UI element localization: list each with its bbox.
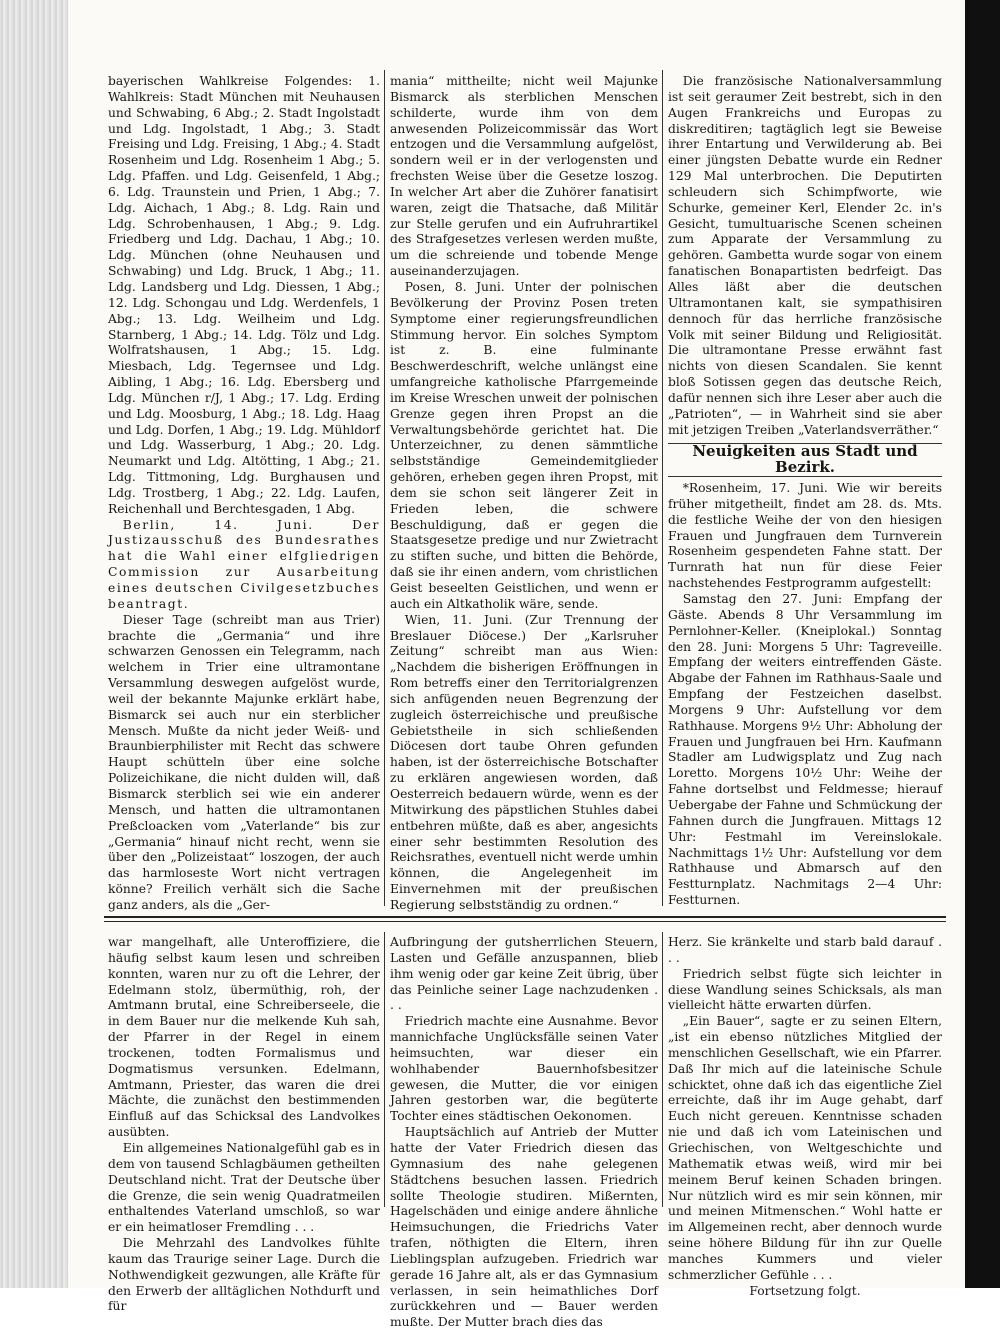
posen-report: Posen, 8. Juni. Unter der polnischen Bevölkerung der Provinz Posen treten Symptome einer regierungsfreundlichen Stimmung hervor. Ein solches Symptom ist z. B. eine fulminante Beschwerdeschrift, welche unlängst eine umfangreiche katholische Pfarrgemeinde im Kreise Wreschen unweit der polnischen Grenze gegen ihren Propst an die Verwaltungsbehörde gerichtet hat. Die Unterzeichner, zu denen sämmtliche selbstständige Gemeindemitglieder gehören, erheben gegen ihren Propst, mit dem sie schon seit längerer Zeit in Frieden leben, die schwere Beschuldigung, daß er gegen die Staatsgesetze predige und nur Zwietracht zu stiften suche, und bitten die Behörde, daß sie ihr einen andern, vom christlichen Geist beseelten Geistlichen, und wenn er auch ein Altkatholik wäre, sende. [390, 279, 658, 611]
top-column-1 [108, 74, 380, 912]
feuilleton-separator [104, 921, 946, 922]
feuilleton-paragraph: war mangelhaft, alle Unteroffiziere, die häufig selbst kaum lesen und schreiben konnten, waren nur zu oft die Lehrer, der Edelmann stolz, übermüthig, roh, der Amtmann brutal, eine Schreiberseele, die in dem Bauer nur die melkende Kuh sah, der Pfarrer in der Regel in einem trockenen, todten Formalismus und Dogmatismus versunken. Edelmann, Amtmann, Priester, das waren die drei Mächte, die zunächst den bestimmenden Einfluß auf das Schicksal des Landvolkes ausübten. [108, 935, 380, 1140]
feuilleton-paragraph: Die Mehrzahl des Landvolkes fühlte kaum das Traurige seiner Lage. Durch die Nothwendigkeit gezwungen, alle Kräfte für den Erwerb der alltäglichen Nothdurft und für [108, 1236, 380, 1314]
feuilleton-column-2 [390, 935, 658, 1330]
nationalversammlung-report: Die französische Nationalversammlung ist seit geraumer Zeit bestrebt, sich in den Augen Frankreichs und Europas zu diskreditiren; tagtäglich legt sie Beweise ihrer Entartung und Verwilderung ab. Bei einer jüngsten Debatte wurde ein Redner 129 Mal unterbrochen. Die Deputirten schleudern sich Schimpfworte, wie Schurke, gemeiner Kerl, Elender 2c. in's Gesicht, tumultuarische Scenen scheinen zum Apparate der Versammlung zu gehören. Gambetta wurde sogar von einem fanatischen Bonapartisten bedrfeigt. Das Alles läßt aber die deutschen Ultramontanen kalt, sie sympathisiren dennoch für das herrliche französische Volk mit seiner Bildung und Religiosität. Die ultramontane Presse erwähnt fast nichts von diesen Scandalen. Sie kennt bloß Sotissen gegen das deutsche Reich, dafür nennen sich ihre Leser aber auch die „Patrioten“, — in Wahrheit sind sie aber mit jetzigen Treiben „Vaterlandsverräther.“ [668, 74, 942, 437]
top-column-3 [668, 74, 942, 908]
top-column-2 [390, 74, 658, 912]
feuilleton-paragraph: Aufbringung der gutsherrlichen Steuern, Lasten und Gefälle anzuspannen, blieb ihm wenig oder gar keine Zeit übrig, über das Peinliche seiner Lage nachzudenken . . . [390, 935, 658, 1013]
trier-report: Dieser Tage (schreibt man aus Trier) brachte die „Germania“ und ihre schwarzen Genossen ein Telegramm, nach welchem in Trier eine ultramontane Versammlung deswegen aufgelöst wurde, weil der bekannte Majunke erklärt habe, Bismarck sei auch nur ein sterblicher Mensch. Mußte da nicht jeder Weiß- und Braunbierphilister mit Recht das schwere Haupt schütteln über eine solche Polizeichikane, die nicht dulden will, daß Bismarck sterblich sei wie ein anderer Mensch, und hatten die ultramontanen Preßcloacken vom „Vaterlande“ bis zur „Germania“ hinauf nicht recht, wenn sie über den „Polizeistaat“ loszogen, der auch das harmloseste Wort nicht vertragen könne? Freilich verhält sich die Sache ganz anders, als die „Ger- [108, 612, 380, 912]
feuilleton-column-1 [108, 935, 380, 1314]
continuation-note: Fortsetzung folgt. [749, 1283, 861, 1298]
scan-edge [965, 0, 1000, 1288]
feuilleton-separator [104, 916, 946, 918]
section-rule [668, 476, 942, 477]
feuilleton-paragraph: Herz. Sie kränkelte und starb bald darauf . . . [668, 935, 942, 965]
rosenheim-report: *Rosenheim, 17. Juni. Wie wir bereits früher mitgetheilt, findet am 28. ds. Mts. die festliche Weihe der von den hiesigen Frauen und Jungfrauen dem Turnverein Rosenheim gespendeten Fahne statt. Der Turnrath hat nun für diese Feier nachstehendes Festprogramm aufgestellt: [668, 481, 942, 591]
feuilleton-paragraph: Ein allgemeines Nationalgefühl gab es in dem von tausend Schlagbäumen getheilten Deutschland nicht. Trat der Deutsche über die Grenze, die sein wenig Quadratmeilen enthaltendes Vaterland umschloß, so war er ein heimatloser Fremdling . . . [108, 1140, 380, 1235]
festprogramm: Samstag den 27. Juni: Empfang der Gäste. Abends 8 Uhr Versammlung im Pernlohner-Keller. (Kneiplokal.) Sonntag den 28. Juni: Morgens 5 Uhr: Tagreveille. Empfang der weiters eintreffenden Gäste. Abgabe der Fahnen im Rathhaus-Saale und Empfang der Festzeichen daselbst. Morgens 9 Uhr: Aufstellung vor dem Rathhause. Morgens 9½ Uhr: Abholung der Frauen und Jungfrauen bei Hrn. Kaufmann Stadler am Ludwigsplatz und Zug nach Loretto. Morgens 10½ Uhr: Weihe der Fahne dortselbst und Feldmesse; hierauf Uebergabe der Fahne und Schmückung der Fahnen durch die Jungfrauen. Mittags 12 Uhr: Festmahl im Vereinslokale. Nachmittags 1½ Uhr: Aufstellung vor dem Rathhause und Abmarsch auf den Festturnplatz. Nachmitags 2—4 Uhr: Festturnen. [668, 592, 942, 908]
berlin-report: Berlin, 14. Juni. Der Justizausschuß des Bundesrathes hat die Wahl einer elfgliedrigen Commission zur Ausarbeitung eines deutschen Civilgesetzbuches beantragt. [108, 517, 380, 611]
feuilleton-paragraph: Hauptsächlich auf Antrieb der Mutter hatte der Vater Friedrich diesen das Gymnasium des nahe gelegenen Städtchens besuchen lassen. Friedrich sollte Theologie studiren. Mißernten, Hagelschäden und einige andere ähnliche Heimsuchungen, die Friedrichs Vater trafen, nöthigten die Eltern, ihren Lieblingsplan aufzugeben. Friedrich war gerade 16 Jahre alt, als er das Gymnasium verlassen, in sein heimathliches Dorf zurückkehren und — Bauer werden mußte. Der Mutter brach dies das [390, 1125, 658, 1330]
feuilleton-paragraph: Friedrich machte eine Ausnahme. Bevor mannichfache Unglücksfälle seinen Vater heimsuchten, war dieser ein wohlhabender Bauernhofsbesitzer gewesen, die Mutter, die vor einigen Jahren gestorben war, die begüterte Tochter eines städtischen Oekonomen. [390, 1014, 658, 1124]
column-divider [384, 70, 385, 906]
wahlkreise-paragraph: bayerischen Wahlkreise Folgendes: 1. Wahlkreis: Stadt München mit Neuhausen und Schwabing, 6 Abg.; 2. Stadt Ingolstadt und Ldg. Ingolstadt, 1 Abg.; 3. Stadt Freising und Ldg. Freising, 1 Abg.; 4. Stadt Rosenheim und Ldg. Rosenheim 1 Abg.; 5. Ldg. Pfaffen. und Ldg. Geisenfeld, 1 Abg.; 6. Ldg. Traunstein und Prien, 1 Abg.; 7. Ldg. Aichach, 1 Abg.; 8. Ldg. Rain und Ldg. Schrobenhausen, 1 Abg.; 9. Ldg. Friedberg und Ldg. Dachau, 1 Abg.; 10. Ldg. München (ohne Neuhausen und Schwabing) und Ldg. Bruck, 1 Abg.; 11. Ldg. Landsberg und Ldg. Diessen, 1 Abg.; 12. Ldg. Schongau und Ldg. Werdenfels, 1 Abg.; 13. Ldg. Weilheim und Ldg. Starnberg, 1 Abg.; 14. Ldg. Tölz und Ldg. Wolfratshausen, 1 Abg.; 15. Ldg. Miesbach, Ldg. Tegernsee und Ldg. Aibling, 1 Abg.; 16. Ldg. Ebersberg und Ldg. München r/J, 1 Abg.; 17. Ldg. Erding und Ldg. Moosburg, 1 Abg.; 18. Ldg. Haag und Ldg. Dorfen, 1 Abg.; 19. Ldg. Mühldorf und Ldg. Wasserburg, 1 Abg.; 20. Ldg. Neumarkt und Ldg. Altötting, 1 Abg.; 21. Ldg. Tittmoning, Ldg. Burghausen und Ldg. Trostberg, 1 Abg.; 22. Ldg. Laufen, Reichenhall und Berchtesgaden, 1 Abg. [108, 74, 380, 516]
germania-continuation: mania“ mittheilte; nicht weil Majunke Bismarck als sterblichen Menschen schilderte, wurde ihm von dem anwesenden Polizeicommissär das Wort entzogen und die Versammlung aufgelöst, sondern weil er in der verlogensten und frechsten Weise über die Gesetze loszog. In welcher Art aber die Zuhörer fanatisirt waren, zeigt die Thatsache, daß Militär zur Stelle gerufen und ein Aufruhrartikel des Strafgesetzes verlesen werden mußte, um die schreiende und tobende Menge auseinanderzujagen. [390, 74, 658, 279]
local-news-heading: Neuigkeiten aus Stadt und Bezirk. [692, 442, 918, 477]
feuilleton-paragraph: „Ein Bauer“, sagte er zu seinen Eltern, „ist ein ebenso nützliches Mitglied der menschlichen Gesellschaft, wie ein Pfarrer. Daß Ihr mich auf die lateinische Schule schicktet, ohne daß ich das eigentliche Ziel erreichte, daß ihr im Auge gehabt, darf Euch nicht gereuen. Kenntnisse schaden nie und daß ich vom Lateinischen und Griechischen, von Weltgeschichte und Mathematik etwas weiß, wird mir bei meinem Beruf keinen Schaden bringen. Nur nützlich wird es mir sein können, mir und meinen Mitmenschen.“ Wohl hatte er im Allgemeinen recht, aber dennoch wurde seine höhere Bildung für ihn zur Quelle manches Kummers und vieler schmerzlicher Gefühle . . . [668, 1014, 942, 1282]
feuilleton-paragraph: Friedrich selbst fügte sich leichter in diese Wandlung seines Schicksals, als man vielleicht hätte erwarten dürfen. [668, 966, 942, 1013]
book-gutter [0, 0, 68, 1288]
feuilleton-column-3 [668, 935, 942, 1298]
column-divider [662, 932, 663, 1207]
column-divider [662, 70, 663, 906]
column-divider [384, 932, 385, 1207]
wien-report: Wien, 11. Juni. (Zur Trennung der Breslauer Diöcese.) Der „Karlsruher Zeitung“ schreibt man aus Wien: „Nachdem die bisherigen Eröffnungen in Rom betreffs einer den Territorialgrenzen sich anfügenden neuen Begrenzung der zugleich österreichische und preußische Gebietstheile in sich schließenden Diöcesen dort taube Ohren gefunden haben, ist der österreichische Botschafter zu erklären angewiesen worden, daß Oesterreich bedauern würde, wenn es der Mitwirkung des päpstlichen Stuhles dabei entbehren müßte, daß es aber, angesichts einer sehr bestimmten Resolution des Reichsrathes, eventuell nicht werde umhin können, die Angelegenheit im Einvernehmen mit der preußischen Regierung selbstständig zu ordnen.“ [390, 612, 658, 912]
